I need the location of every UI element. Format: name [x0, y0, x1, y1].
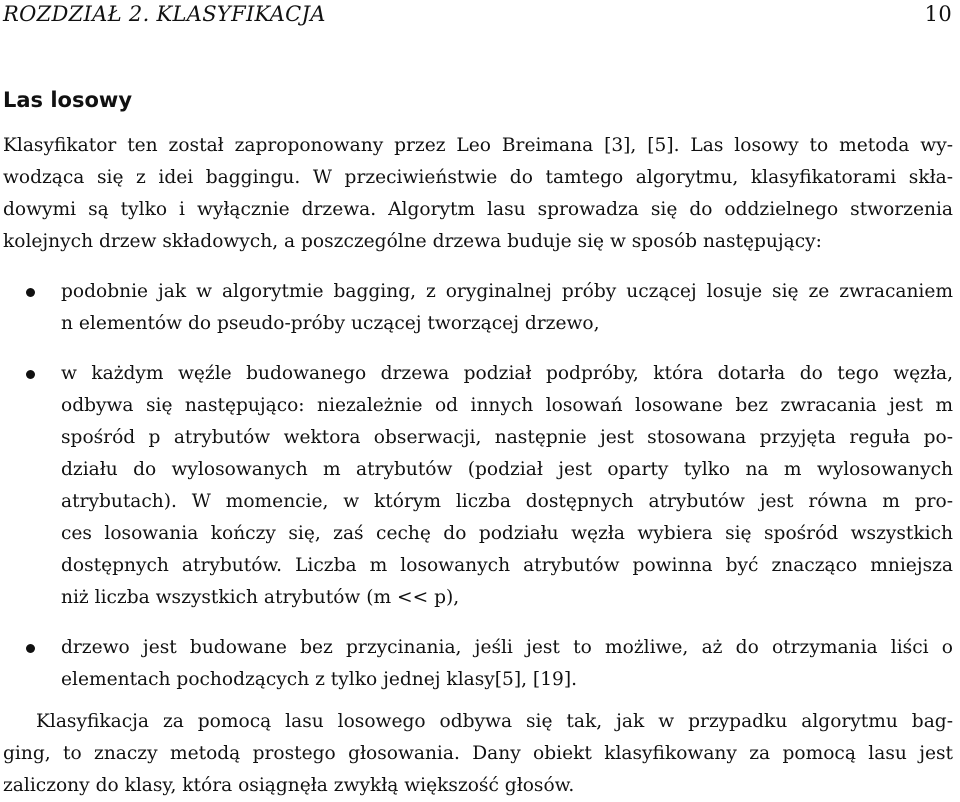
list-item-line: n elementów do pseudo-próby uczącej tworzącej drzewo,	[61, 313, 600, 334]
page-number: 10	[924, 2, 952, 26]
list-item-line: działu do wylosowanych m atrybutów (podział jest oparty tylko na m wylosowanych	[61, 459, 953, 480]
list-item-line: dostępnych atrybutów. Liczba m losowanych atrybutów powinna być znacząco mniejsza	[61, 555, 953, 576]
list-item-line: elementach pochodzących z tylko jednej klasy[5], [19].	[61, 669, 578, 690]
list-item-line: podobnie jak w algorytmie bagging, z oryginalnej próby uczącej losuje się ze zwracaniem	[61, 281, 953, 302]
list-item-line: atrybutach). W momencie, w którym liczba dostępnych atrybutów jest równa m pro-	[61, 491, 953, 512]
closing-line: ging, to znaczy metodą prostego głosowania. Dany obiekt klasyfikowany za pomocą lasu jest	[3, 743, 953, 764]
list-item-line: spośród p atrybutów wektora obserwacji, następnie jest stosowana przyjęta reguła po-	[61, 427, 953, 448]
intro-line: Klasyfikator ten został zaproponowany przez Leo Breimana [3], [5]. Las losowy to metoda wy-	[3, 135, 953, 156]
closing-line: Klasyfikacja za pomocą lasu losowego odbywa się tak, jak w przypadku algorytmu bag-	[36, 711, 953, 732]
list-item-line: drzewo jest budowane bez przycinania, jeśli jest to możliwe, aż do otrzymania liści o	[61, 637, 953, 658]
intro-line: dowymi są tylko i wyłącznie drzewa. Algorytm lasu sprowadza się do oddzielnego stworzenia	[3, 199, 953, 220]
bullet-icon	[26, 288, 35, 297]
chapter-title: ROZDZIAŁ 2. KLASYFIKACJA	[3, 2, 326, 26]
section-title: Las losowy	[3, 88, 133, 112]
list-item-line: w każdym węźle budowanego drzewa podział podpróby, która dotarła do tego węzła,	[61, 363, 953, 384]
closing-line: zaliczony do klasy, która osiągnęła zwykłą większość głosów.	[3, 775, 575, 796]
bullet-icon	[26, 370, 35, 379]
running-head	[3, 2, 952, 30]
bullet-icon	[26, 644, 35, 653]
list-item-line: ces losowania kończy się, zaś cechę do podziału węzła wybiera się spośród wszystkich	[61, 523, 953, 544]
list-item-line: niż liczba wszystkich atrybutów (m << p),	[61, 587, 460, 608]
intro-line: wodząca się z idei baggingu. W przeciwieństwie do tamtego algorytmu, klasyfikatorami skła-	[3, 167, 953, 188]
intro-line: kolejnych drzew składowych, a poszczególne drzewa buduje się w sposób następujący:	[3, 231, 822, 252]
list-item-line: odbywa się następująco: niezależnie od innych losowań losowane bez zwracania jest m	[61, 395, 953, 416]
